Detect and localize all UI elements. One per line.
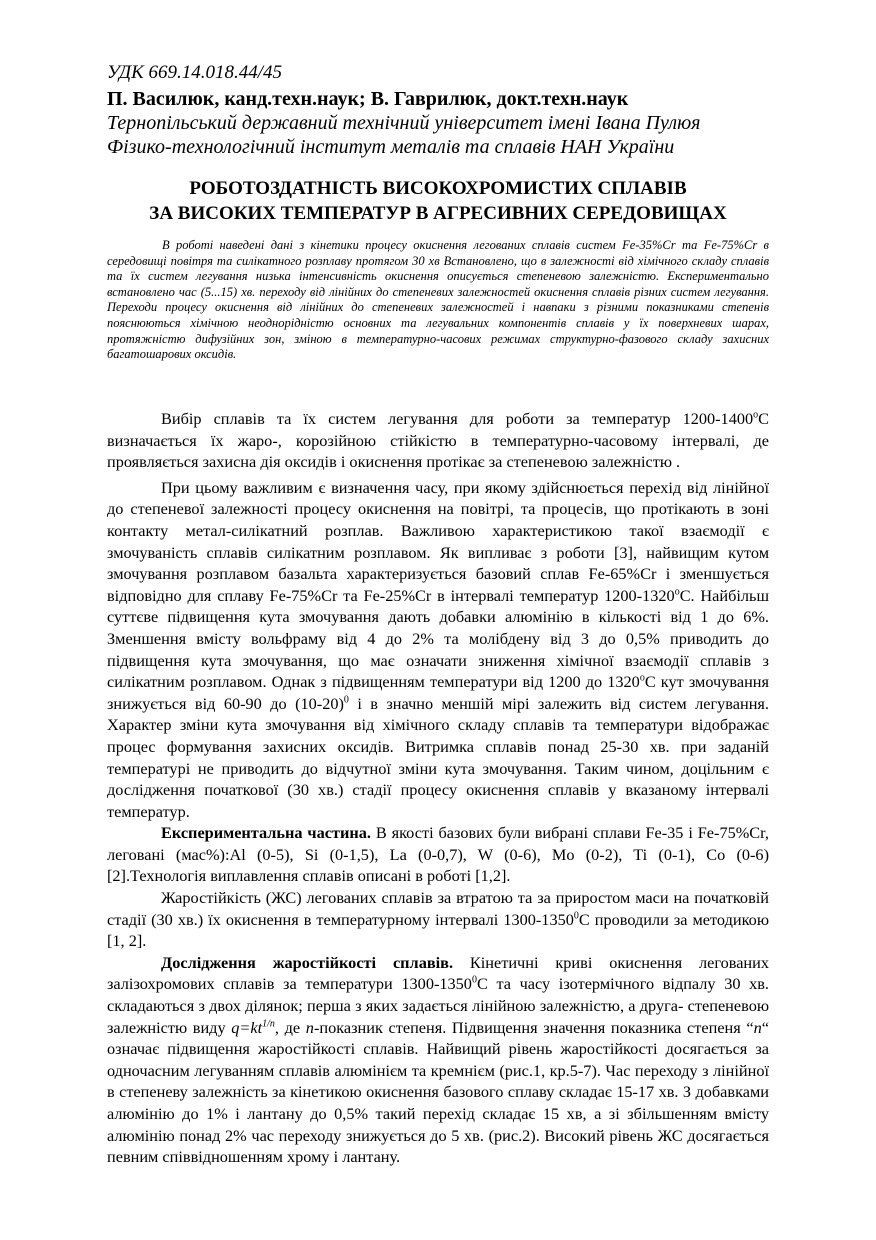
p2-degree-sup-2: o (639, 672, 645, 684)
paper-title (107, 176, 769, 226)
body-text (107, 408, 769, 1168)
p2-text-d: і в значно меншій мірі залежить від систем легування. Характер зміни кута змочування від хімічного складу сплавів та температури відображає процес формування захисних оксидів. Витримка сплавів понад 25-30 хв. при заданій температурі не приводить до відчутної зміни кута змочування. Таким чином, доцільним є дослідження початкової (30 хв.) стадії процесу окиснення сплавів у вказаному інтервалі температур. (107, 693, 769, 821)
p5-text-a: Кінетичні криві окиснення легованих залізохромових сплавів за температури 1300-1350 (107, 952, 769, 994)
p5-text-c: , де (274, 1017, 306, 1037)
p5-text-e: “ означає підвищення жаростійкості сплавів. Найвищий рівень жаростійкості досягається за одночасним легуванням сплавів алюмінієм та кремнієм (рис.1, кр.5-7). Час переходу з лінійної в степеневу залежність за кінетикою окиснення базового сплаву складає 15-17 хв. З добавками алюмінію до 1% і лантану до 0,5% такий перехід складає 15 хв, а зі збільшенням вмісту алюмінію понад 2% час переходу знижується до 5 хв. (рис.2). Високий рівень ЖС досягається певним співвідношенням хрому і лантану. (107, 1017, 769, 1167)
affiliation-2: Фізико-технологічний інститут металів та сплавів НАН України (107, 136, 675, 158)
p2-degree-sup-3: 0 (343, 694, 349, 706)
paragraph-1 (107, 408, 769, 473)
p5-exponent-sup: 1/n (262, 1018, 275, 1030)
p5-n-symbol: n (305, 1017, 314, 1037)
p2-text-a: При цьому важливим є визначення часу, при якому здійснюється перехід від лінійної до степеневої залежності процесу окиснення на повітрі, та процесів, що протікають в зоні контакту метал-силікатний розплав. Важливою характеристикою такої взаємодії є змочуваність сплавів силікатним розплавом. Як випливає з роботи [3], найвищим кутом змочування розплавом базальта характеризується базовий сплав Fe-65%Cr і зменшується відповідно для сплаву Fe-75%Cr та Fe-25%Cr в інтервалі температур 1200-1320 (107, 477, 769, 605)
p4-text-a: Жаростійкість (ЖС) легованих сплавів за втратою та за приростом маси на початковій стадії (30 хв.) їх окиснення в температурному інтервалі 1300-1350 (107, 888, 769, 929)
p1-degree-sup: o (753, 409, 759, 421)
p1-text-b: С визначається їх жаро-, корозійною стійкістю в температурно-часовому інтервалі, де проявляється захисна дія оксидів і окиснення протікає за степеневою залежністю . (107, 409, 769, 472)
udk-code: УДК 669.14.018.44/45 (107, 62, 283, 83)
section-heading-heat-resistance: Дослідження жаростійкості сплавів. (161, 952, 454, 972)
p5-text-d: -показник степеня. Підвищення значення показника степеня “ (313, 1017, 754, 1037)
p2-degree-sup-1: o (674, 586, 680, 598)
p4-text-b: С проводили за методикою [1, 2]. (107, 909, 769, 951)
title-line-1: РОБОТОЗДАТНІСТЬ ВИСОКОХРОМИСТИХ СПЛАВІВ (189, 178, 687, 199)
abstract: В роботі наведені дані з кінетики процесу окиснення легованих сплавів систем Fe-35%Cr та Fe-75%Cr в середовищі повітря та силікатного розплаву протягом 30 хв Встановлено, що в залежності від хімічного складу сплавів та їх систем легування низька інтенсивність окиснення описується степеневою залежністю. Експериментально встановлено час (5...15) хв. переходу від лінійних до степеневих залежностей окиснення сплавів різних систем легування. Переходи процесу окиснення від лінійних до степеневих залежностей і навпаки з різними показниками степенів пояснюються хімічною неоднорідністю основних та легувальних компонентів сплавів у їх поверхневих шарах, протяжністю дифузійних зон, зміною в температурно-часових режимах структурно-фазового складу захисних багатошарових оксидів. (107, 238, 769, 362)
p2-text-c: С кут змочування знижується від 60-90 до (10-20) (107, 672, 769, 713)
p5-text-b: С та часу ізотермічного відпалу 30 хв. складаються з двох ділянок; перша з яких задається лінійною залежністю, а друга- степеневою залежністю виду (107, 974, 770, 1037)
p5-degree-sup: 0 (471, 975, 477, 987)
title-line-2: ЗА ВИСОКИХ ТЕМПЕРАТУР В АГРЕСИВНИХ СЕРЕДОВИЩАХ (149, 203, 727, 224)
paragraph-3 (107, 822, 769, 887)
affiliation-1: Тернопільський державний технічний університет імені Івана Пулюя (107, 112, 701, 134)
p4-degree-sup: 0 (573, 910, 579, 922)
paragraph-4 (107, 887, 769, 952)
authors-line: П. Василюк, канд.техн.наук; В. Гаврилюк, докт.техн.наук (107, 88, 629, 110)
paragraph-5 (107, 952, 769, 1168)
p1-text-a: Вибір сплавів та їх систем легування для роботи за температур 1200-1400 (161, 409, 754, 428)
p5-formula: q=kt (231, 1017, 263, 1037)
p2-text-b: С. Найбільш суттєве підвищення кута змочування дають добавки алюмінію в кількості від 1 до 6%. Зменшення вмісту вольфраму від 4 до 2% та молібдену від 3 до 0,5% приводить до підвищення кута змочування, що має означати зниження хімічної взаємодії сплавів з силікатним розплавом. Однак з підвищенням температури від 1200 до 1320 (107, 585, 770, 692)
section-heading-experimental: Експериментальна частина. (161, 823, 371, 843)
p5-n-symbol-2: n (753, 1017, 762, 1037)
p3-text: В якості базових були вибрані сплави Fe-35 і Fe-75%Cr, леговані (мас%):Al (0-5), Si (0-1,5), La (0-0,7), W (0-6), Mo (0-2), Ti (0-1), Co (0-6) [2].Технологія виплавлення сплавів описані в роботі [1,2]. (107, 823, 769, 886)
paragraph-2 (107, 477, 769, 823)
